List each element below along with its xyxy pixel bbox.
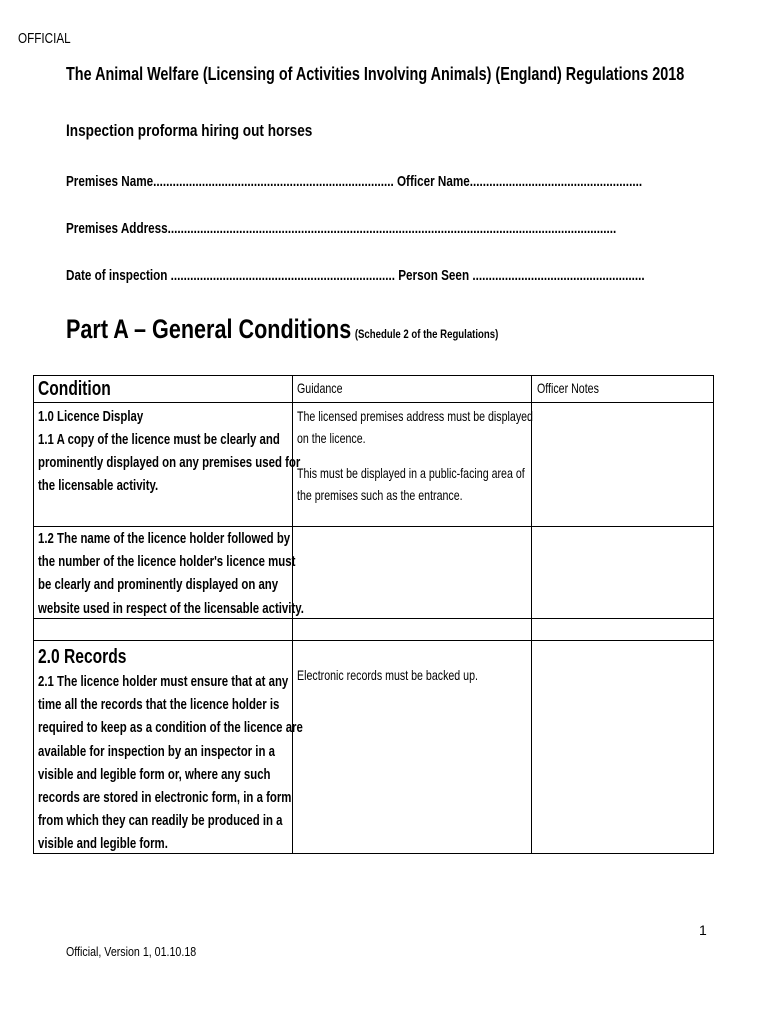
guidance-2-text [297, 664, 478, 686]
conditions-table [33, 375, 714, 854]
header-officer-notes: Officer Notes [537, 380, 599, 396]
document-subtitle: Inspection proforma hiring out horses [66, 121, 313, 140]
text-line: time all the records that the licence holder is [38, 696, 280, 714]
text-line: prominently displayed on any premises used for [38, 454, 301, 472]
inspection-date-person-line: Date of inspection ..................................................................... Person Seen ..................................................... [66, 267, 645, 284]
text-line: the licensable activity. [38, 477, 159, 495]
text-line: on the licence. [297, 430, 366, 446]
text-line: website used in respect of the licensable activity. [38, 599, 304, 617]
text-line: visible and legible form. [38, 835, 168, 853]
text-line: 1.2 The name of the licence holder followed by [38, 530, 291, 547]
part-a-schedule-note: (Schedule 2 of the Regulations) [354, 327, 499, 341]
condition-1-1-text [38, 428, 300, 498]
text-line: records are stored in electronic form, in a form [38, 789, 292, 807]
condition-2-1-text [38, 670, 303, 856]
header-condition: Condition [38, 378, 111, 400]
page-number: 1 [699, 922, 707, 938]
condition-1-0-heading: 1.0 Licence Display [38, 408, 144, 425]
text-line: the number of the licence holder's licence must [38, 553, 296, 571]
premises-officer-name-line: Premises Name.......................................................................... Officer Name..................................................... [66, 173, 643, 190]
text-line: visible and legible form or, where any such [38, 765, 271, 783]
text-line: Electronic records must be backed up. [297, 667, 478, 683]
text-line: This must be displayed in a public-facing area of [297, 465, 525, 481]
condition-1-2-text [38, 527, 304, 620]
condition-2-0-heading: 2.0 Records [38, 646, 127, 668]
part-a-title: Part A – General Conditions [66, 314, 352, 344]
footer-version: Official, Version 1, 01.10.18 [66, 944, 197, 959]
header-guidance: Guidance [297, 380, 343, 396]
text-line: 2.1 The licence holder must ensure that at any [38, 673, 289, 690]
text-line: the premises such as the entrance. [297, 487, 463, 503]
premises-address-line: Premises Address.......................................................................................................................................... [66, 220, 617, 237]
part-a-heading [66, 314, 498, 345]
text-line: from which they can readily be produced in a [38, 812, 283, 830]
text-line: required to keep as a condition of the licence are [38, 719, 303, 737]
text-line: be clearly and prominently displayed on any [38, 576, 279, 594]
table-border-top [33, 375, 714, 376]
guidance-1-text [297, 405, 533, 506]
text-line: The licensed premises address must be displayed [297, 408, 533, 424]
table-border-left [33, 375, 34, 854]
table-border-right [713, 375, 714, 854]
classification-label: OFFICIAL [18, 30, 71, 47]
row-divider [33, 640, 714, 641]
table-header-divider [33, 402, 714, 403]
text-line: available for inspection by an inspector in a [38, 742, 275, 760]
text-line: 1.1 A copy of the licence must be clearly and [38, 431, 280, 448]
document-title: The Animal Welfare (Licensing of Activities Involving Animals) (England) Regulations 2018 [66, 64, 685, 84]
